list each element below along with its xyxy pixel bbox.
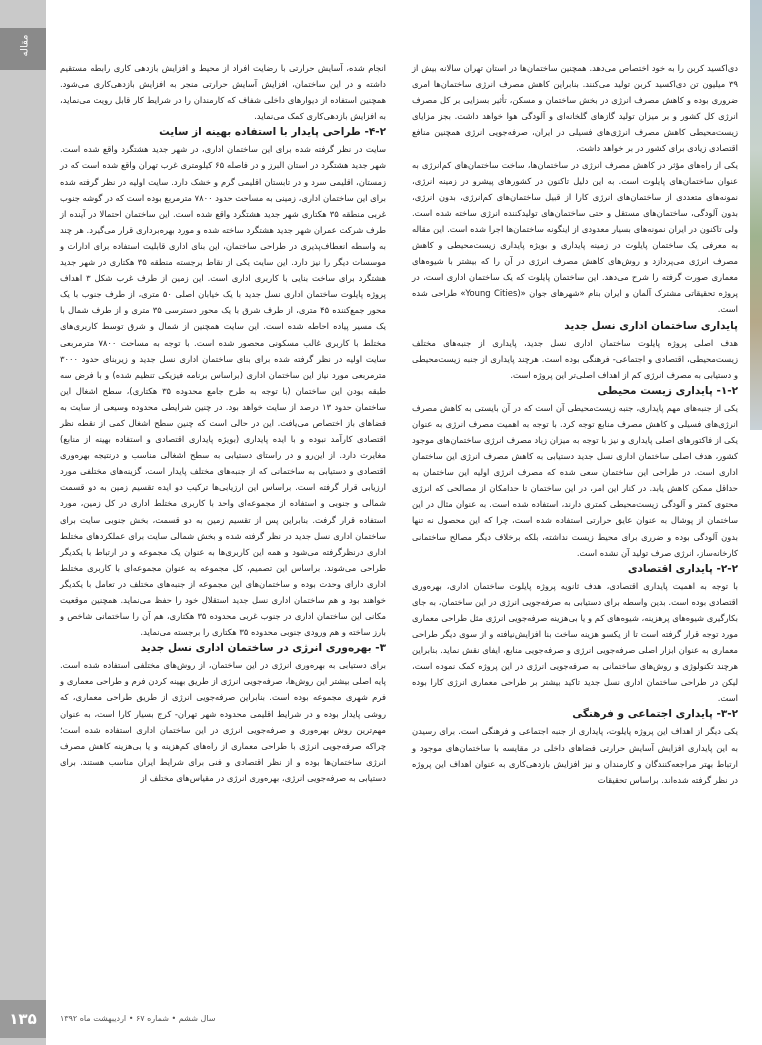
section-heading: ۳-۲- پایداری اجتماعی و فرهنگی xyxy=(572,708,738,721)
paragraph: هدف اصلی پروژه پایلوت ساختمان اداری نسل جدید، پایداری از جنبه‌های مختلف زیست‌محیطی، اقتصادی و اجتماعی- فرهنگی بوده است. هرچند پایداری از جنبه زیست‌محیطی و دستیابی به مصرف انرژی کم از اهداف اصلی‌تر این پروژه است. xyxy=(412,337,738,380)
section-heading: ۳- بهره‌وری انرژی در ساختمان اداری نسل جدید xyxy=(140,642,386,655)
edge-photo-strip xyxy=(750,0,762,430)
paragraph: دی‌اکسید کربن را به خود اختصاص می‌دهد. همچنین ساختمان‌ها در استان تهران سالانه بیش از ۳۹ میلیون تن دی‌اکسید کربن تولید می‌کنند. بنابراین کاهش مصرف انرژی ساختمان‌ها امری ضروری بوده و کاهش مصرف انرژی در بخش ساختمان و مسکن، تأثیر بسزایی بر کل مصرف انرژی کل کشور و بر میزان تولید گازهای گلخانه‌ای و آلودگی هوا خواهد داشت. بجز مزایای زیست‌محیطی کاهش مصرف انرژی‌های فسیلی در ایران، صرفه‌جویی انرژی همچنین منافع اقتصادی زیادی برای کشور در بر خواهد داشت. xyxy=(412,63,738,154)
paragraph: یکی از راه‌های مؤثر در کاهش مصرف انرژی در ساختمان‌ها، ساخت ساختمان‌های کم‌انرژی به عنوان ساختمان‌های پایلوت است. به این دلیل تاکنون در کشورهای پیشرو در زمینه انرژی، نمونه‌های متعددی از ساختمان‌های انرژی کارا از قبیل ساختمان‌های کم‌انرژی، بدون انرژی، بدون آلودگی، ساختمان‌های مستقل و حتی ساختمان‌های تولیدکننده انرژی ساخته شده است. ولی تاکنون در ایران نمونه‌های بسیار معدودی از اینگونه ساختمان‌ها اجرا شده است. این مقاله به معرفی یک ساختمان پایلوت در زمینه پایداری و بویژه پایداری زیست‌محیطی و کاهش مصرف انرژی می‌پردازد و روش‌های کاهش مصرف انرژی در آن را که بیشتر با شیوه‌های معماری صورت گرفته را شرح می‌دهد. این ساختمان پایلوت که یک ساختمان اداری است، در پروژه تحقیقاتی مشترک آلمان و ایران بنام «شهرهای جوان «(Young Cities» طراحی شده است. xyxy=(412,159,738,315)
section-tab-label: مقاله xyxy=(19,34,31,57)
issue-footer: سال ششم • شماره ۶۷ • اردیبهشت ماه ۱۳۹۲ xyxy=(60,1014,216,1023)
paragraph: با توجه به اهمیت پایداری اقتصادی، هدف ثانویه پروژه پایلوت ساختمان اداری، بهره‌وری اقتصادی بوده است. بدین واسطه برای دستیابی به صرفه‌جویی انرژی در این ساختمان، به جای بکارگیری شیوه‌های پرهزینه، شیوه‌های کم و یا بی‌هزینه صرفه‌جویی انرژی مثل طراحی معماری مورد توجه قرار گرفته است تا از یکسو هزینه ساخت بنا افزایش‌نیافته و از سوی دیگر طراحی معماری به عنوان ابزار اصلی صرفه‌جویی انرژی و صرفه‌جویی منابع، ایفای نقش نماید. بنابراین هرچند تکنولوژی و روش‌های ساختمانی به صرفه‌جویی انرژی در این پروژه کمک نموده است، لیکن در طراحی ساختمان اداری نسل جدید تاکید بیشتر بر طراحی معماری انرژی کارا بوده است. xyxy=(412,580,738,704)
page-number-box xyxy=(0,1000,46,1038)
section-tab xyxy=(0,28,46,70)
section-heading: پایداری ساختمان اداری نسل جدید xyxy=(564,319,738,332)
paragraph: انجام شده، آسایش حرارتی با رضایت افراد از محیط و افزایش بازدهی کاری رابطه مستقیم داشته و در این ساختمان، افزایش آسایش حرارتی منجر به افزایش بازدهی‌کاری می‌شود. همچنین استفاده از دیوارهای داخلی شفاف که کارمندان را در شرایط کار قابل رویت می‌نماید، به افزایش بازدهی‌کاری کمک می‌نماید. xyxy=(60,63,386,122)
paragraph: سایت در نظر گرفته شده برای این ساختمان اداری، در شهر جدید هشتگرد واقع شده است. شهر جدید هشتگرد در استان البرز و در فاصله ۶۵ کیلومتری غرب تهران واقع شده است که در زمستان، اقلیمی سرد و در تابستان اقلیمی گرم و خشک دارد. سایت اولیه در نظر گرفته شده برای این ساختمان اداری، زمینی به مساحت حدود ۷۸۰۰ مترمربع بوده است که در گوشه جنوب غربی منطقه ۳۵ هکتاری شهر جدید هشتگرد واقع شده است. این ساختمان احتمالا در آینده از طرف شرکت عمران شهر جدید هشتگرد ساخته شده و مورد بهره‌برداری قرار می‌گیرد. هر چند به واسطه انعطاف‌پذیری در طراحی ساختمان، این بنای اداری قابلیت استفاده برای ادارات و موسسات دیگر را نیز دارد. این سایت یکی از نقاط برجسته منطقه ۳۵ هکتاری در شهر جدید هشتگرد برای ساخت بنایی با کاربری اداری است. این زمین از طرف غرب شکل ۳ اهداف پروژه پایلوت ساختمان اداری نسل جدید با یک خیابان اصلی ۵۰ متری، از طرف جنوب با یک محور جمع‌کننده ۴۵ متری، از طرف شرق با یک محور دسترسی ۳۵ متری و از طرف شمال با یک مسیر پیاده احاطه شده است. این سایت همچنین از شمال و شرق توسط کاربری‌های مختلط با کاربری غالب مسکونی محصور شده است. با توجه به مساحت ۷۸۰۰ مترمربعی سایت اولیه در نظر گرفته شده برای بنای ساختمان اداری نسل جدید و زیربنای حدود ۳۰۰۰ مترمربعی مورد نیاز این ساختمان اداری (براساس برنامه فیزیکی تنظیم شده) و با فرض سه طبقه بودن این ساختمان (با توجه به طرح جامع محدوده ۳۵ هکتاری)، سطح اشغال این ساختمان حدود ۱۳ درصد از سایت خواهد بود. در چنین شرایطی محدوده وسیعی از سایت به فضاهای باز اختصاص می‌یافت. این در حالی است که چنین سطح اشغال کمی از نقطه نظر اقتصادی کارآمد نبوده و با ایده پایداری (بویژه پایداری اقتصادی و استفاده بهینه از منابع) مغایرت دارد. از این‌رو و در راستای دستیابی به سطح اشغالی مناسب و درنتیجه بهره‌وری اقتصادی و دستیابی به ساختمانی که از جنبه‌های مختلف پایدار است، گزینه‌های مختلفی مورد ارزیابی قرار گرفته است. براساس این ارزیابی‌ها ترکیب دو ایده تقسیم زمین به دو قسمت شمالی و جنوبی و استفاده از مجموعه‌ای واحد با کاربری مختلط اداری در کل زمین، مورد استفاده قرار گرفت. بنابراین پس از تقسیم زمین به دو قسمت، بخش جنوبی سایت برای ساختمان اداری نسل جدید در نظر گرفته شده و بخش شمالی سایت برای عملکردهای مختلط اداری درنظرگرفته می‌شود و همه این کاربری‌ها به عنوان یک مجموعه و در ارتباط با یکدیگر طراحی می‌شوند. براساس این تصمیم، کل مجموعه به عنوان مجموعه‌ای با کاربری مختلط اداری دارای وحدت بوده و ساختمان‌های این مجموعه از جنبه‌های مختلف در تعامل با یکدیگر خواهند بود و هم ساختمان اداری نسل جدید استقلال خود را حفظ می‌نماید. همچنین موقعیت مکانی این ساختمان اداری در جنوب غربی محدوده ۳۵ هکتاری، هم آن را ساختمانی شاخص و بارز ساخته و هم ورودی جنوبی محدوده ۳۵ هکتاری را برجسته می‌نماید. xyxy=(60,144,387,638)
left-text-column xyxy=(60,60,386,786)
page-number: ۱۳۵ xyxy=(9,1010,37,1028)
right-text-column xyxy=(412,60,738,788)
paragraph: برای دستیابی به بهره‌وری انرژی در این ساختمان، از روش‌های مختلفی استفاده شده است. پایه اصلی بیشتر این روش‌ها، صرفه‌جویی انرژی از طریق بهینه کردن فرم و طراحی معماری و فرم شهری مجموعه بوده است. بنابراین صرفه‌جویی انرژی از طریق طراحی معماری، که روشی پایدار بوده و در شرایط اقلیمی محدوده شهر تهران- کرج بسیار کارا است، به عنوان مهم‌ترین روش بهره‌وری و صرفه‌جویی انرژی در این ساختمان اداری استفاده شده است؛ چراکه صرفه‌جویی انرژی با طراحی معماری از راه‌های کم‌هزینه و یا بی‌هزینه کاهش مصرف انرژی ساختمان‌ها بوده و از نظر اقتصادی و فنی برای شرایط ایران مناسب هستند. برای دستیابی به صرفه‌جویی انرژی، بهره‌وری انرژی در مقیاس‌های مختلف از xyxy=(60,660,386,783)
section-heading: ۱-۲- پایداری زیست محیطی xyxy=(597,384,738,397)
section-heading: ۲-۲- پایداری اقتصادی xyxy=(627,562,738,575)
left-margin-bar xyxy=(0,0,46,1045)
section-heading: ۴-۲- طراحی پایدار با استفاده بهینه از سایت xyxy=(159,126,386,139)
paragraph: یکی از جنبه‌های مهم پایداری، جنبه زیست‌محیطی آن است که در آن بایستی به کاهش مصرف انرژی‌های فسیلی و کاهش مصرف منابع توجه کرد. با توجه به اهمیت مصرف انرژی به عنوان یکی از فاکتورهای اصلی پایداری و نیز با توجه به میزان زیاد مصرف انرژی ساختمان‌های موجود کشور، هدف اصلی ساختمان اداری نسل جدید دستیابی به کاهش مصرف انرژی این ساختمان اداری است. در طراحی این ساختمان سعی شده که مصرف انرژی اولیه این ساختمان به حداقل ممکن کاهش یابد. در کنار این امر، در این ساختمان تا حدامکان از مصالحی که انرژی محتوی کمتر و آلودگی زیست‌محیطی کمتری دارند، استفاده شده است. به عنوان مثال در این ساختمان از پوشال به عنوان عایق حرارتی استفاده شده است، چرا که این محصول نه تنها بدون آلودگی بوده و ضرری برای محیط زیست نداشته، بلکه برخلاف دیگر مصالح ساختمانی کارخانه‌ساز، انرژی صرف تولید آن نشده است. xyxy=(412,402,738,558)
paragraph: یکی دیگر از اهداف این پروژه پایلوت، پایداری از جنبه اجتماعی و فرهنگی است. برای رسیدن به این پایداری افزایش آسایش حرارتی فضاهای داخلی در مقایسه با ساختمان‌های موجود و ارتباط بهتر مراجعه‌کنندگان و کارمندان و نیز افزایش بازدهی‌کاری به عنوان اهداف این پروژه در نظر گرفته شده‌اند. براساس تحقیقات xyxy=(412,726,738,785)
